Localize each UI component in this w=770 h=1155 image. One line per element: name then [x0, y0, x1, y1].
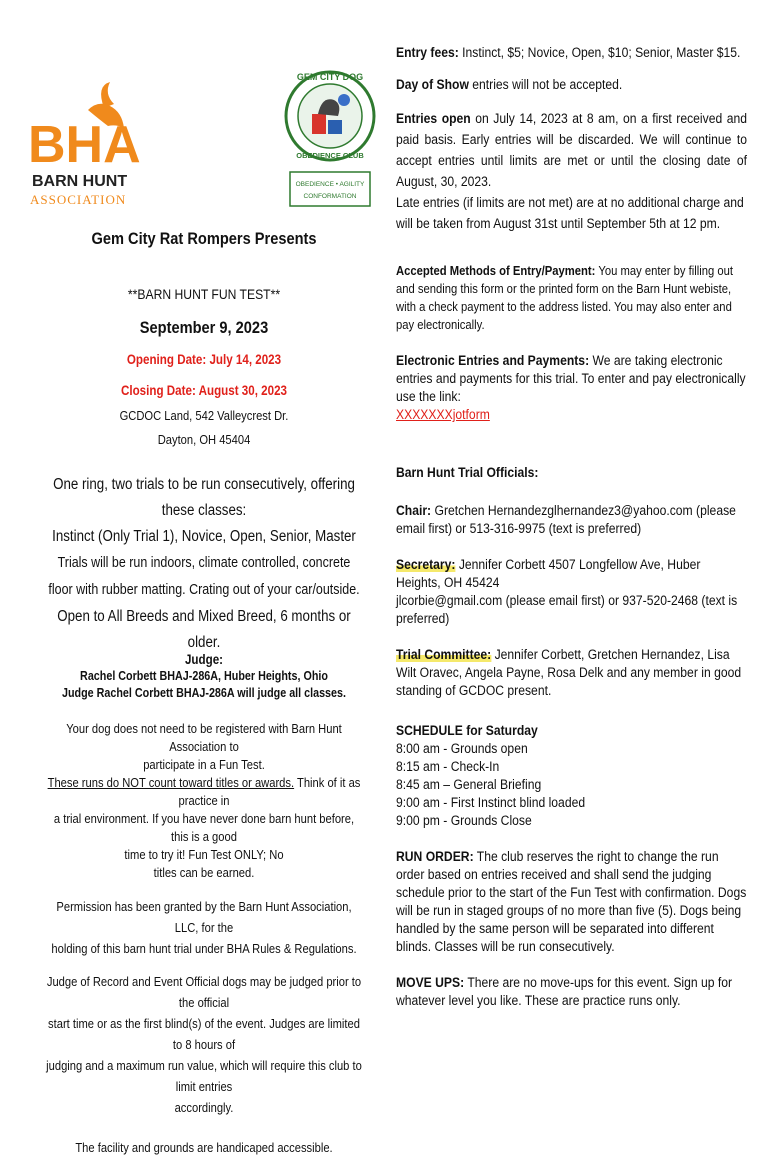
reg-line3-underlined: These runs do NOT count toward titles or awards. — [47, 775, 295, 790]
chair-info — [396, 502, 747, 538]
judge-of-record-note — [46, 971, 362, 1118]
right-content — [396, 44, 747, 1010]
trial-committee — [396, 646, 747, 700]
address-line1: GCDOC Land, 542 Valleycrest Dr. — [119, 408, 289, 423]
reg-line3-rest: Think of it as practice in — [178, 775, 361, 808]
judge-label: Judge: — [184, 652, 224, 667]
indoor-line2: floor with rubber matting. Crating out of your car/outside. — [48, 582, 360, 598]
reg-line4: a trial environment. If you have never done barn hunt before, this is a good — [53, 811, 355, 844]
bha-line1: BARN HUNT — [32, 173, 128, 190]
entries-open — [396, 108, 747, 192]
judge-all-classes: Judge Rachel Corbett BHAJ-286A will judge all classes. — [62, 686, 346, 700]
move-ups-text: There are no move-ups for this event. Sign up for whatever level you like. These are practice runs only. — [396, 975, 733, 1008]
right-column — [396, 44, 754, 1018]
day-of-show — [396, 76, 747, 94]
bha-line2: ASSOCIATION — [30, 192, 127, 207]
jr-line1: Judge of Record and Event Official dogs may be judged prior to the official — [46, 974, 362, 1010]
schedule-list — [396, 740, 747, 830]
schedule-heading: SCHEDULE for Saturday — [396, 723, 538, 738]
schedule-item: 8:00 am - Grounds open — [396, 741, 528, 756]
trial-committee-label: Trial Committee: — [396, 647, 492, 662]
jotform-link[interactable]: XXXXXXXjotform — [396, 407, 490, 422]
day-of-show-text: entries will not be accepted. — [468, 77, 623, 92]
gem-bottom2: CONFORMATION — [303, 193, 357, 200]
perm-line2: holding of this barn hunt trial under BHA Rules & Regulations. — [51, 941, 357, 956]
schedule-item: 9:00 pm - Grounds Close — [396, 813, 532, 828]
reg-line1: Your dog does not need to be registered with Barn Hunt Association to — [66, 721, 342, 754]
reg-line2: participate in a Fun Test. — [143, 757, 265, 772]
address-line2: Dayton, OH 45404 — [157, 432, 251, 447]
jr-line4: accordingly. — [174, 1100, 234, 1115]
secretary-text: Jennifer Corbett 4507 Longfellow Ave, Huber Heights, OH 45424 — [396, 557, 701, 590]
classes-line1: One ring, two trials to be run consecutively, offering these classes: — [53, 476, 355, 519]
secretary-label: Secretary: — [396, 557, 456, 572]
secretary-contact: jlcorbie@gmail.com (please email first) or 937-520-2468 (text is preferred) — [396, 593, 738, 626]
bha-logo — [26, 80, 144, 210]
schedule-item: 8:15 am - Check-In — [396, 759, 500, 774]
permission-note — [46, 896, 362, 959]
gem-bottom1: OBEDIENCE • AGILITY — [295, 181, 365, 188]
perm-line1: Permission has been granted by the Barn Hunt Association, LLC, for the — [56, 899, 352, 935]
event-title: **BARN HUNT FUN TEST** — [127, 287, 281, 302]
logo-area — [20, 60, 388, 235]
run-order-text: The club reserves the right to change the run order based on entries received and shall send the judging schedule prior to the start of the Fun Test with confirmation. Dogs will be run in staged groups of no more than five (5). Dogs being handled by the same person will be separated into different blinds. Classes will be run consecutively. — [396, 849, 747, 954]
reg-line5: time to try it! Fun Test ONLY; No — [124, 847, 284, 862]
reg-line6: titles can be earned. — [153, 865, 255, 880]
schedule-item: 9:00 am - First Instinct blind loaded — [396, 795, 586, 810]
registration-note — [46, 720, 362, 882]
entry-fees — [396, 44, 747, 62]
secretary-info — [396, 556, 747, 592]
late-entries: Late entries (if limits are not met) are at no additional charge and will be taken from August 31st until September 5th at 12 pm. — [396, 195, 744, 231]
entry-methods-text: You may enter by filling out and sending this form or the printed form on the Barn Hunt webiste, with a check payment to the address listed. You may also enter and pay electronically. — [396, 264, 734, 332]
gem-side-text: OBEDIENCE CLUB — [296, 151, 364, 160]
run-order — [396, 848, 747, 956]
left-column — [20, 60, 388, 1155]
closing-date: Closing Date: August 30, 2023 — [120, 383, 288, 398]
move-ups — [396, 974, 747, 1010]
schedule-item: 8:45 am – General Briefing — [396, 777, 542, 792]
day-of-show-label: Day of Show — [396, 77, 469, 92]
entry-fees-label: Entry fees: — [396, 45, 459, 60]
facility-note: The facility and grounds are handicaped accessible. — [75, 1140, 333, 1155]
officials-heading: Barn Hunt Trial Officials: — [396, 465, 539, 480]
presents-title: Gem City Rat Rompers Presents — [91, 229, 317, 248]
trial-committee-text: Jennifer Corbett, Gretchen Hernandez, Lisa Wilt Oravec, Angela Payne, Rosa Delk and any member in good standing of GCDOC present. — [396, 647, 742, 698]
run-order-label: RUN ORDER: — [396, 849, 474, 864]
event-date: September 9, 2023 — [139, 318, 269, 337]
entries-open-label: Entries open — [396, 111, 471, 126]
chair-label: Chair: — [396, 503, 432, 518]
electronic-entries-text: We are taking electronic entries and payments for this trial. To enter and pay electronically use the link: — [396, 353, 746, 404]
gem-top-text: GEM CITY DOG — [296, 72, 364, 82]
electronic-entries — [396, 352, 747, 424]
breeds-line: Open to All Breeds and Mixed Breed, 6 months or older. — [57, 608, 351, 651]
entries-open-text: on July 14, 2023 at 8 am, on a first received and paid basis. Early entries will be discarded. We will continue to accept entries until limits are met or until the closing date of August, 30, 2023. — [396, 111, 747, 189]
indoor-line1: Trials will be run indoors, climate controlled, concrete — [57, 555, 351, 571]
bha-letters: BHA — [28, 116, 141, 174]
entry-methods-label: Accepted Methods of Entry/Payment: — [396, 264, 596, 278]
opening-date: Opening Date: July 14, 2023 — [126, 352, 282, 367]
jr-line2: start time or as the first blind(s) of the event. Judges are limited to 8 hours of — [48, 1016, 360, 1052]
entry-methods — [396, 262, 747, 334]
reg-line3 — [46, 774, 362, 810]
electronic-entries-label: Electronic Entries and Payments: — [396, 353, 590, 368]
classes-line2: Instinct (Only Trial 1), Novice, Open, Senior, Master — [52, 528, 356, 545]
gem-city-logo — [282, 60, 378, 220]
jr-line3: judging and a maximum run value, which will require this club to limit entries — [46, 1058, 362, 1094]
chair-text: Gretchen Hernandezglhernandez3@yahoo.com (please email first) or 513-316-9975 (text is preferred) — [396, 503, 736, 536]
move-ups-label: MOVE UPS: — [396, 975, 465, 990]
judge-name: Rachel Corbett BHAJ-286A, Huber Heights, Ohio — [80, 669, 328, 683]
entry-fees-text: Instinct, $5; Novice, Open, $10; Senior, Master $15. — [458, 45, 741, 60]
